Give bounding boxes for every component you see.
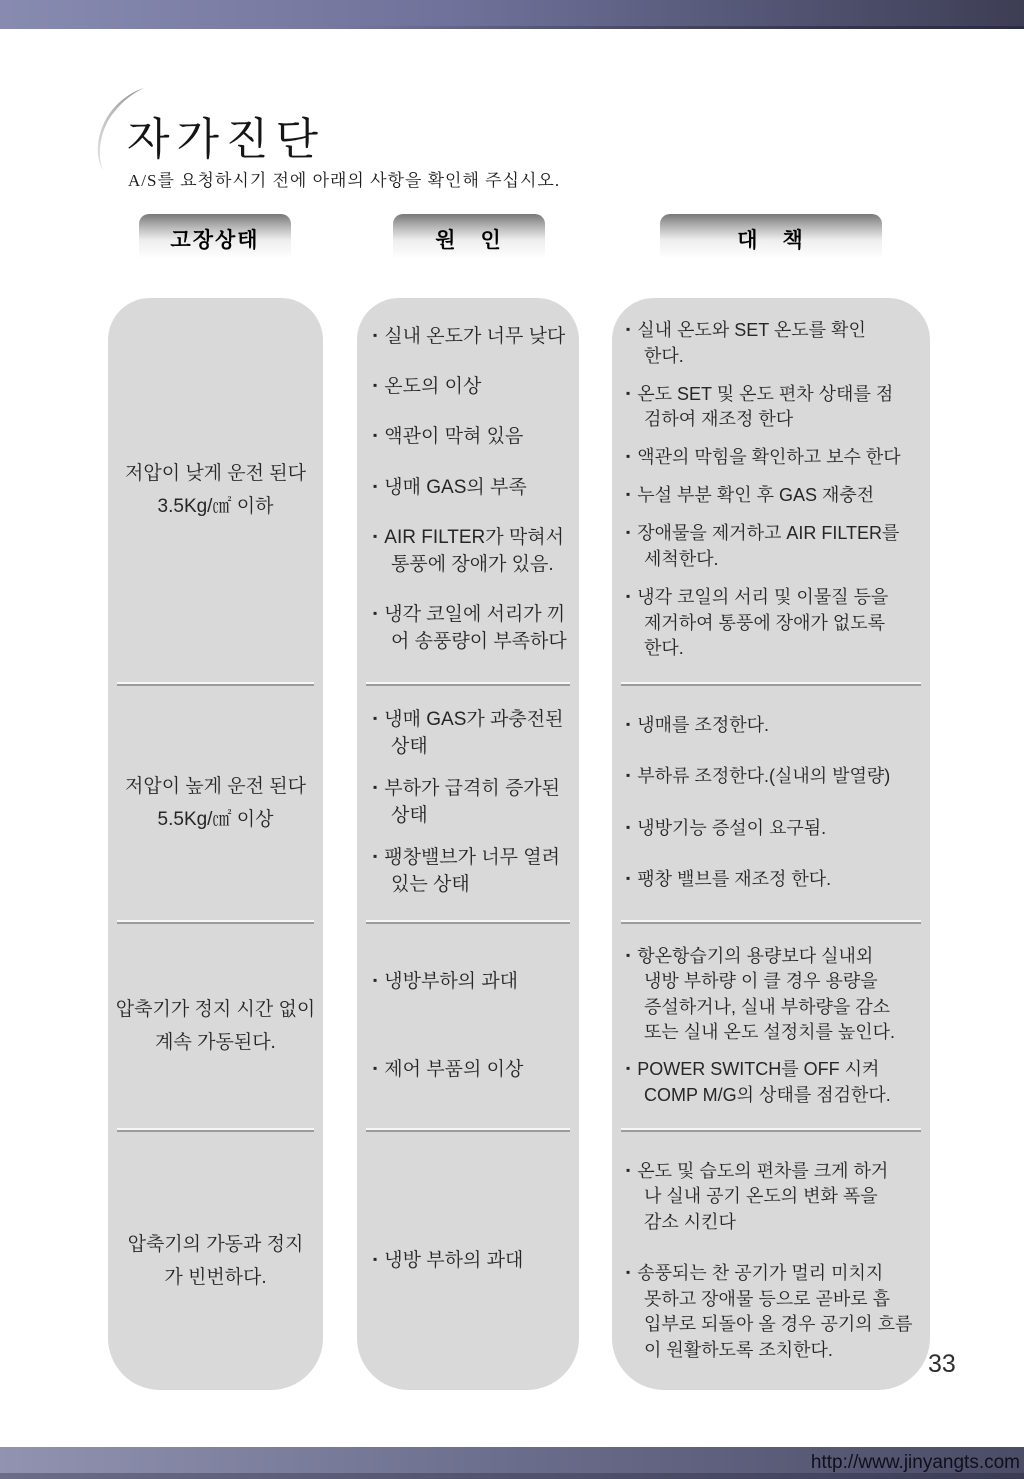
bullet-item-text: 냉매 GAS가 과충전된 [384,709,564,731]
bullet-item-text: 냉방 부하량 이 클 경우 용량을 [644,971,878,992]
table-cell [108,298,323,682]
bullet-item [373,776,575,830]
bullet-item [626,764,926,790]
bullet-item-line [626,1261,926,1287]
table-cell [357,1132,579,1390]
bullet-item [626,483,926,509]
bullet-item-text: 장애물을 제거하고 AIR FILTER를 [637,523,900,544]
bullet-item-line [373,803,575,830]
bullet-item-text: 세척한다. [644,549,719,569]
bullet-item [626,867,926,893]
bullet-item-line [626,1184,926,1210]
bullet-item-text: 부하류 조정한다.(실내의 발열량) [637,766,891,787]
bullet-square-icon: ▪ [373,529,378,544]
footer-url: http://www.jinyangts.com [810,1452,1020,1473]
bullet-item-line [626,867,926,893]
bullet-item-line [626,483,926,509]
page-subtitle: A/S를 요청하시기 전에 아래의 사항을 확인해 주십시오. [128,171,561,190]
bullet-item [626,1261,926,1363]
bullet-item [626,382,926,433]
bullet-square-icon: ▪ [373,972,378,987]
bullet-item-line [626,1312,926,1338]
bullet-item-text: 냉방 부하의 과대 [384,1249,524,1271]
bullet-item-text: 액관이 막혀 있음 [384,426,524,448]
bullet-square-icon: ▪ [626,487,631,502]
bullet-square-icon: ▪ [373,1251,378,1266]
bullet-item-line [626,1057,926,1083]
bullet-item-line [626,585,926,611]
bullet-item-line [373,845,575,872]
bullet-square-icon: ▪ [626,819,631,834]
bullet-item [626,1057,926,1108]
column-cause [357,298,579,1390]
bullet-item-text: 입부로 되돌아 올 경우 공기의 흐름 [644,1314,913,1335]
bullet-item [626,816,926,842]
table-cell [108,686,323,920]
fault-state-line: 5.5Kg/㎠ 이상 [157,809,274,830]
bullet-item [373,1057,575,1084]
bullet-item-text: 증설하거나, 실내 부하량을 감소 [644,996,891,1017]
bullet-item-line [626,969,926,995]
bullet-item-text: 팽창밸브가 너무 열려 [384,846,561,868]
fault-state-line: 저압이 낮게 운전 된다 [124,462,307,484]
bullet-square-icon: ▪ [626,589,631,604]
bullet-item-line [626,764,926,790]
bullet-item-text: 송풍되는 찬 공기가 멀리 미치지 [637,1263,884,1283]
bullet-square-icon: ▪ [373,327,378,342]
bullet-item [626,1159,926,1236]
bullet-item-line [373,475,575,502]
bullet-item-text: 상태 [391,736,428,758]
bullet-item-line [373,1248,575,1275]
bullet-item-line [626,816,926,842]
bullet-item [373,424,575,451]
table-cell [357,686,579,920]
bullet-item-text: 실내 온도와 SET 온도를 확인 [637,320,866,341]
fault-state-line: 3.5Kg/㎠ 이하 [157,496,274,517]
bullet-item-line [626,713,926,739]
bullet-item [626,521,926,572]
bullet-item [373,525,575,579]
bullet-item-line [373,707,575,734]
bullet-item-line [373,776,575,803]
bullet-item-text: POWER SWITCH를 OFF 시켜 [637,1059,880,1080]
page-title: 자가진단 [127,115,326,164]
bullet-item-line [373,629,575,656]
bullet-item [373,1248,575,1275]
column-header-label: 대 책 [737,229,805,252]
bullet-item-line [373,734,575,761]
table-cell [612,298,930,682]
bullet-item-text: 액관의 막힘을 확인하고 보수 한다 [637,447,901,468]
bullet-item-text: 냉매 GAS의 부족 [384,476,527,498]
bullet-item-line [373,969,575,996]
bullet-item-text: 부하가 급격히 증가된 [384,778,561,800]
column-header-remedy [660,214,882,259]
bullet-item-text: 팽창 밸브를 재조정 한다. [637,869,832,890]
bullet-square-icon: ▪ [626,716,631,731]
fault-state-line: 압축기의 가동과 정지 [127,1233,304,1255]
bullet-item-text: 냉각 코일의 서리 및 이물질 등을 [637,587,889,608]
bullet-item-text: 이 원활하도록 조치한다. [644,1339,833,1360]
bullet-item-text: 냉방부하의 과대 [384,970,519,992]
bullet-item-line [626,636,926,662]
table-cell [357,298,579,682]
table-cell [108,924,323,1128]
bullet-item-line [626,1020,926,1046]
table-cell [612,924,930,1128]
bullet-item [626,713,926,739]
bullet-square-icon: ▪ [626,768,631,783]
bullet-item-text: 있는 상태 [391,873,470,895]
bullet-item-line [373,552,575,579]
bullet-item-text: AIR FILTER가 막혀서 [384,527,564,549]
bullet-square-icon: ▪ [626,871,631,886]
table-cell [612,1132,930,1390]
bullet-item-text: 검하여 재조정 한다 [644,409,794,430]
bullet-item-text: COMP M/G의 상태를 점검한다. [644,1084,891,1105]
bullet-item-text: 온도 SET 및 온도 편차 상태를 점 [637,383,894,404]
bullet-item [373,707,575,761]
bullet-square-icon: ▪ [373,606,378,621]
bullet-item-text: 감소 시킨다 [644,1211,736,1232]
fault-state-line: 가 빈번하다. [164,1267,267,1288]
bullet-item-text: 나 실내 공기 온도의 변화 폭을 [644,1186,878,1207]
column-header-label: 원 인 [435,229,503,252]
column-header-label: 고장상태 [170,229,260,252]
bullet-square-icon: ▪ [373,848,378,863]
bullet-item-text: 냉각 코일에 서리가 끼 [384,604,566,626]
bullet-square-icon: ▪ [626,1162,631,1177]
bullet-item [373,845,575,899]
bullet-item-text: 누설 부분 확인 후 GAS 재충전 [637,485,875,506]
bullet-item-text: 항온항습기의 용량보다 실내외 [637,945,874,966]
bullet-item-text: 냉매를 조정한다. [637,714,769,735]
bullet-item-text: 한다. [644,345,684,366]
bullet-square-icon: ▪ [373,428,378,443]
bullet-item-line [626,445,926,471]
bullet-item-text: 한다. [644,638,684,659]
bullet-item-text: 제거하여 통풍에 장애가 없도록 [644,612,886,633]
bullet-square-icon: ▪ [373,711,378,726]
bullet-item-text: 실내 온도가 너무 낮다 [384,325,566,347]
column-header-fault-state [139,214,291,259]
bullet-item-line [626,995,926,1021]
bullet-item [626,445,926,471]
bullet-square-icon: ▪ [626,449,631,464]
column-fault-state [108,298,323,1390]
bullet-item-line [626,382,926,408]
bullet-square-icon: ▪ [626,322,631,337]
bullet-item-text: 냉방기능 증설이 요구됨. [637,817,827,838]
bullet-item-line [626,547,926,573]
bullet-item [373,602,575,656]
table-cell [612,686,930,920]
fault-state-line: 압축기가 정지 시간 없이 [115,998,316,1020]
bullet-item [373,969,575,996]
bullet-item-line [626,318,926,344]
bullet-square-icon: ▪ [373,1060,378,1075]
bullet-item [373,324,575,351]
bullet-item-line [626,344,926,370]
bullet-item-text: 온도의 이상 [384,376,482,398]
bullet-square-icon: ▪ [626,385,631,400]
column-remedy [612,298,930,1390]
bullet-square-icon: ▪ [626,947,631,962]
bullet-item-text: 상태 [391,804,428,826]
bullet-item-text: 어 송풍량이 부족하다 [391,631,567,653]
bullet-item-line [626,1287,926,1313]
bullet-item-line [373,374,575,401]
fault-state-line: 저압이 높게 운전 된다 [124,775,307,797]
bullet-item-line [626,1159,926,1185]
bullet-item [373,374,575,401]
bullet-square-icon: ▪ [626,1061,631,1076]
bullet-item [626,318,926,369]
bullet-item-text: 통풍에 장애가 있음. [391,554,554,576]
bullet-item [626,944,926,1046]
bullet-item [626,585,926,662]
top-banner [0,0,1024,29]
table-cell [108,1132,323,1390]
footer-banner [0,1447,1024,1479]
bullet-item-line [373,602,575,629]
bullet-square-icon: ▪ [373,780,378,795]
bullet-item-line [373,525,575,552]
bullet-square-icon: ▪ [626,525,631,540]
bullet-square-icon: ▪ [373,378,378,393]
bullet-item [373,475,575,502]
bullet-item-line [626,521,926,547]
bullet-item-line [626,1083,926,1109]
bullet-square-icon: ▪ [626,1265,631,1279]
bullet-item-text: 제어 부품의 이상 [384,1058,524,1080]
bullet-item-line [626,1338,926,1364]
bullet-item-line [373,324,575,351]
page-number: 33 [928,1350,956,1378]
bullet-item-line [626,611,926,637]
bullet-square-icon: ▪ [373,478,378,493]
bullet-item-text: 못하고 장애물 등으로 곧바로 흡 [644,1288,891,1309]
bullet-item-text: 온도 및 습도의 편차를 크게 하거 [637,1160,889,1181]
fault-state-line: 계속 가동된다. [155,1032,276,1053]
bullet-item-line [626,944,926,970]
bullet-item-line [626,1210,926,1236]
bullet-item-line [373,424,575,451]
bullet-item-text: 또는 실내 온도 설정치를 높인다. [644,1022,896,1043]
bullet-item-line [373,1057,575,1084]
table-cell [357,924,579,1128]
column-header-cause [393,214,545,259]
bullet-item-line [626,407,926,433]
bullet-item-line [373,872,575,899]
